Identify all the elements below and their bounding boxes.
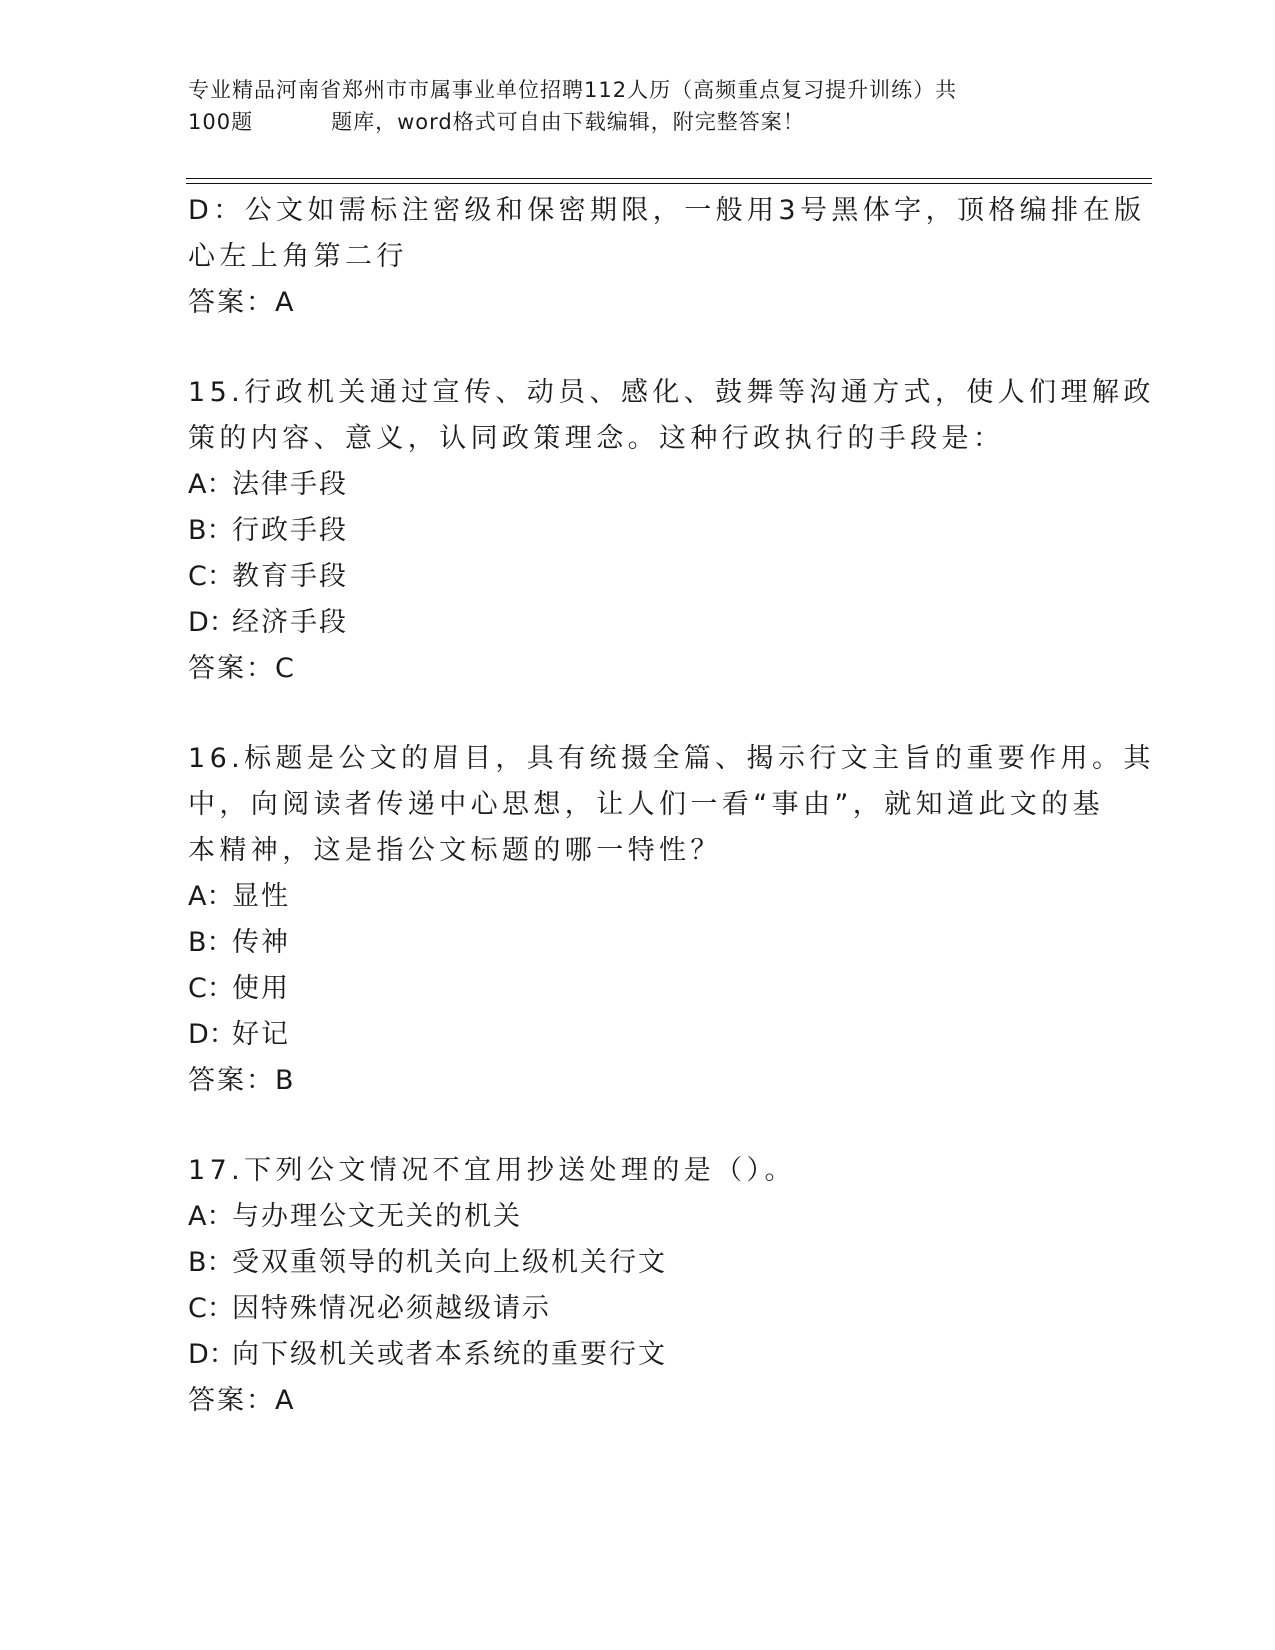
question-15: [188, 370, 1155, 692]
option-c: C：因特殊情况必须越级请示: [188, 1293, 551, 1324]
option-d-line-1: D：公文如需标注密级和保密期限，一般用3号黑体字，顶格编排在版: [188, 195, 1146, 226]
question-stem-line: 本精神，这是指公文标题的哪一特性？: [188, 835, 722, 866]
question-stem-line: 中，向阅读者传递中心思想，让人们一看“事由”，就知道此文的基: [188, 789, 1104, 820]
question-content: [188, 188, 1155, 1424]
option-b: B：受双重领导的机关向上级机关行文: [188, 1247, 667, 1278]
option-a: A：显性: [188, 881, 290, 912]
question-stem-line: 策的内容、意义，认同政策理念。这种行政执行的手段是：: [188, 423, 1005, 454]
header-line-2-desc: 题库，word格式可自由下载编辑，附完整答案！: [331, 110, 805, 134]
answer-line: 答案：A: [188, 287, 296, 318]
option-b: B：传神: [188, 927, 290, 958]
header-rule-top: [186, 178, 1152, 179]
option-a: A：与办理公文无关的机关: [188, 1201, 522, 1232]
previous-question-tail: [188, 188, 1146, 326]
option-d-line-2: 心左上角第二行: [188, 241, 408, 272]
header-rule-bottom: [186, 183, 1152, 184]
question-stem-line: 15.行政机关通过宣传、动员、感化、鼓舞等沟通方式，使人们理解政: [188, 377, 1155, 408]
option-a: A：法律手段: [188, 469, 348, 500]
page-header: [188, 74, 1068, 138]
question-stem-line: 17.下列公文情况不宜用抄送处理的是（）。: [188, 1155, 796, 1186]
answer-line: 答案：C: [188, 653, 296, 684]
question-16: [188, 736, 1155, 1104]
option-b: B：行政手段: [188, 515, 348, 546]
header-line-2-count: 100题: [188, 110, 254, 134]
header-line-2: [188, 106, 1068, 138]
option-d: D：向下级机关或者本系统的重要行文: [188, 1339, 667, 1370]
answer-line: 答案：B: [188, 1065, 296, 1096]
answer-line: 答案：A: [188, 1385, 296, 1416]
option-c: C：教育手段: [188, 561, 348, 592]
option-d: D：经济手段: [188, 607, 348, 638]
option-c: C：使用: [188, 973, 290, 1004]
question-stem-line: 16.标题是公文的眉目，具有统摄全篇、揭示行文主旨的重要作用。其: [188, 743, 1155, 774]
header-line-1: 专业精品河南省郑州市市属事业单位招聘112人历（高频重点复习提升训练）共: [188, 78, 958, 102]
option-d: D：好记: [188, 1019, 290, 1050]
question-17: [188, 1148, 1088, 1424]
